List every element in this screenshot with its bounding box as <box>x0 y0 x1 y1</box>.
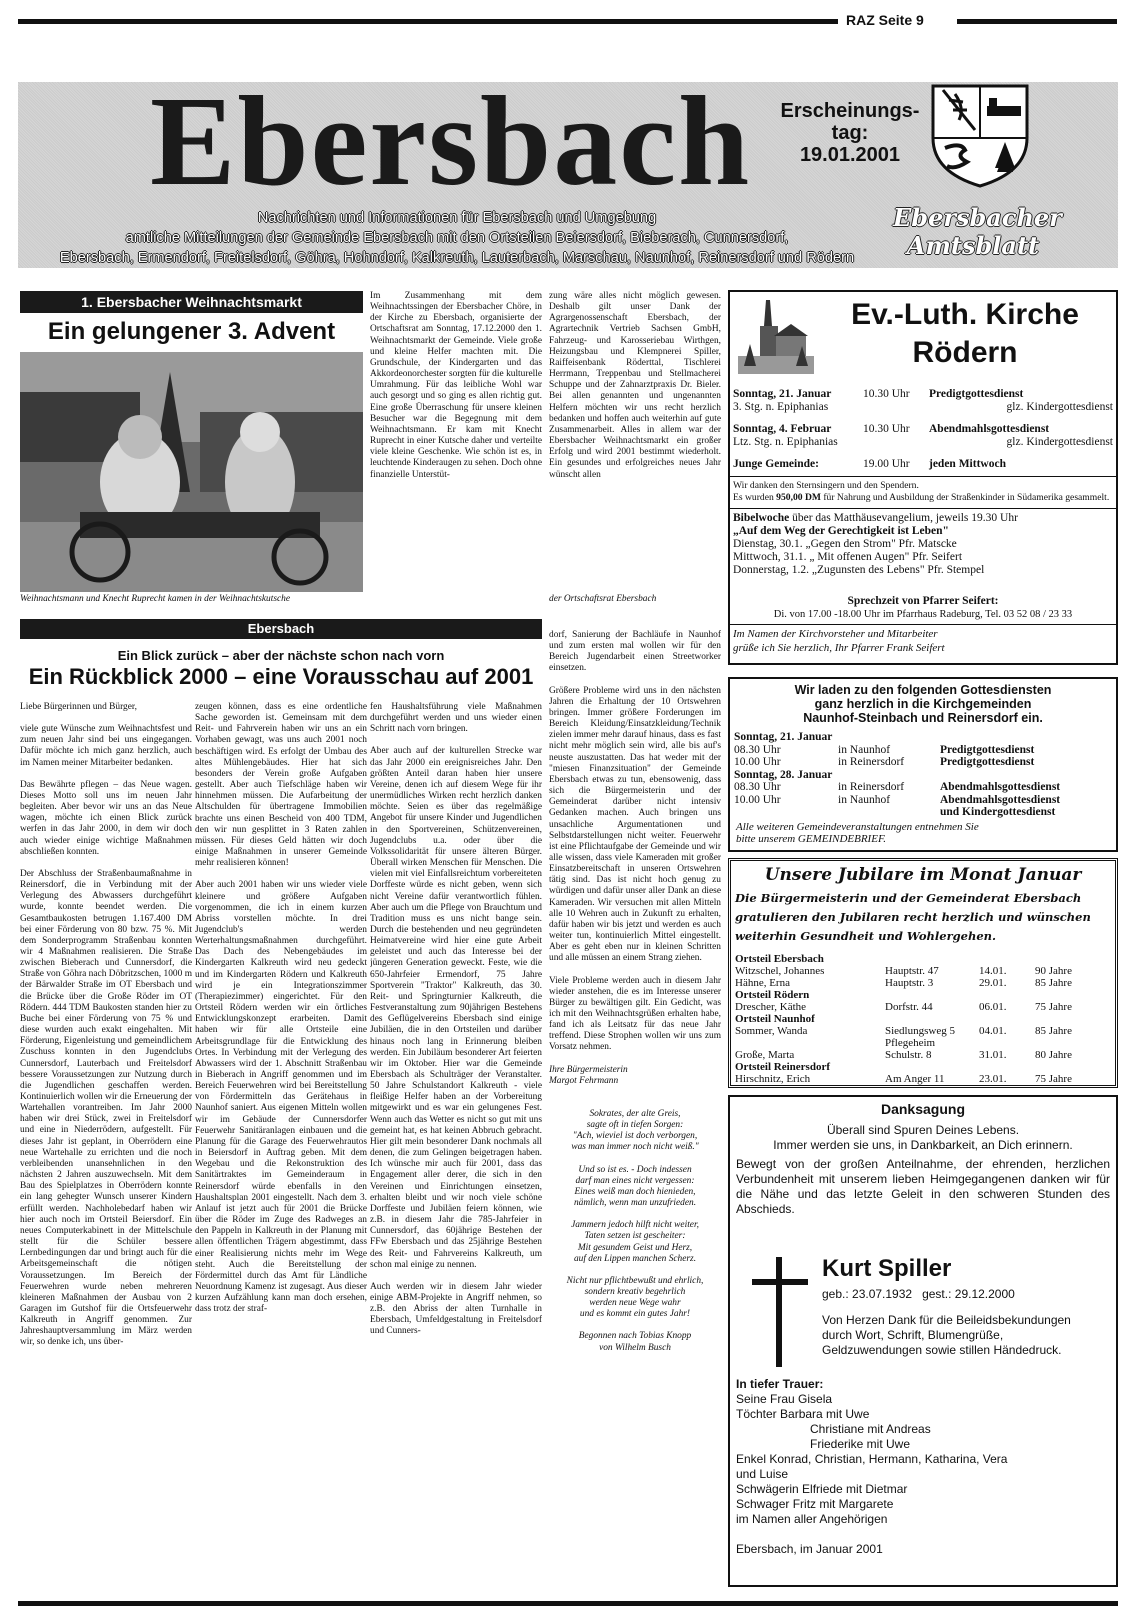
para-3: Der Abschluss der Straßenbaumaßnahme in Reinersdorf, die in Verbindung mit der Verlegung des Abwassers durchgeführt wurde, konnte beendet werden. Die Gesamtbaukosten betrugen 1.167.400 DM bei einer Förderung von 80 bzw. 75 %. Mit dem Sonderprogramm Straßenbau konnten wir 4 Maßnahmen realisieren. Die Straße zwischen Bieberach und Cunnersdorf, die Straße von Göhra nach Döbritzschen, 1000 m der Bärwalder Straße im OT Ebersbach und die Brücke über die Große Röder im OT Rödern. 444 TDM Baukosten standen hier zu Buche bei einer Förderung von 75 % und diese wurden auch exakt eingehalten. Mit Förderung, Eigenleistung und gemeindlichem Zuschuss konnten in den Jugendclubs Cunnersdorf, Lauterbach und Freitelsdorf bessere Voraussetzungen zur Nutzung durch die Jugendlichen geschaffen werden. Kontinuierlich wollen wir die Erneuerung der Wartehallen vorantreiben. Im Jahr 2000 haben wir drei Stück, zwei in Freitelsdorf und eine in Niederrödern, aufgestellt. Für dieses Jahr ist geplant, in Oberrödern eine neue Wartehalle zu errichten und die noch verbleibenden unansehnlichen in den nächsten 2 Jahren auszuwechseln. Mit dem Bau des Spielplatzes in Oberrödern konnte ein lang gehegter Wunsch unserer Kindern erfüllt werden. Nachholebedarf haben wir hier auch noch im Ortsteil Beiersdorf. Ein neues Computerkabinett in der Mittelschule stellt für die Schüler bessere Lernbedingungen dar und bringt auch für die Arbeitsgemeinschaft die nötigen Voraussetzungen. Im Bereich der Feuerwehren wurde neben mehreren kleineren Maßnahmen der Ausbau von 2 Garagen im Gutshof für die Ortsfeuerwehr Kalkreuth in Angriff genommen. Zur Jahreshauptversammlung im März werden wir, so denke ich, uns über- <box>20 868 192 1348</box>
thanks-line-2: Es wurden 950,00 DM für Nahrung und Ausbildung der Straßenkinder in Südamerika gesammelt. <box>733 492 1110 503</box>
poem-line: Eines weiß man doch hienieden, <box>574 1186 696 1197</box>
services-place: in Naunhof <box>838 793 891 806</box>
article1-col3 <box>549 291 721 611</box>
services-time: 08.30 Uhr <box>734 743 781 756</box>
services-title-1: Wir laden zu den folgenden Gottesdiensten <box>794 683 1052 697</box>
jubilar-name: Witzschel, Johannes <box>735 965 825 977</box>
poem-line: und es kommt ein gutes Jahr! <box>579 1309 691 1320</box>
jubilar-age: 75 Jahre <box>1035 1001 1072 1013</box>
subtitle-line-2: amtliche Mitteilungen der Gemeinde Ebersbach mit den Ortsteilen Beiersdorf, Bieberach, Cunnersdorf, <box>125 230 789 246</box>
jubilar-age: 85 Jahre <box>1035 1025 1072 1037</box>
greet-line-2: grüße ich Sie herzlich, Ihr Pfarrer Frank Seifert <box>733 642 945 654</box>
article1-banner: 1. Ebersbacher Weihnachtsmarkt <box>20 291 363 313</box>
issue-date: 19.01.2001 <box>799 144 901 166</box>
article1-col2 <box>370 291 542 611</box>
jubilar-name: Große, Marta <box>735 1049 795 1061</box>
para-10: Größere Probleme wird uns in den nächsten Jahren die Erhaltung der 10 Ortswehren bringen. Immer größere Forderungen im Bereich Kleidung/Einsatzkleidung/Technik zielen immer mehr darauf hinaus, dass es fast nicht mehr möglich sein wird, alle bis auf's neuste auszustatten. Das hat weder mit der "miesen Finanzsituation" der Gemeinde Ebersbach etwas zu tun, ebensowenig, dass sich die Bürgermeisterin und der Gemeinderat darüber nicht intensiv Gedanken machen. Auch bringen uns unsachliche Argumentationen und Selbstdarstellungen nicht weiter. Feuerwehr ist eine Pflichtaufgabe der Gemeinde und wir alle wissen, dass viele Kameraden mit großer Einsatzbereitschaft in unseren Ortswehren tätig sind. Das ist nicht hoch genug zu würdigen und dafür unser aller Dank an diese Kameraden. Wir versuchen mit allen Mitteln alle 10 Wehren auch in Zukunft zu erhalten, dafür haben wir bis jetzt und werden es auch weiter tun, kontinuierlich Mittel eingestellt. Aber es geht eben nur in kleinen Schritten und alle müssen an einem Strang ziehen. <box>549 685 721 964</box>
bible-line: Donnerstag, 1.2. „Zugunsten des Lebens" Pfr. Stempel <box>733 564 985 576</box>
thanks-line-1: Wir danken den Sternsingern und den Spendern. <box>733 480 919 491</box>
church-gap <box>733 415 1113 423</box>
jubilar-address: Am Anger 11 <box>885 1073 945 1085</box>
bible-line: Mittwoch, 31.1. „ Mit offenen Augen" Pfr. Seifert <box>733 551 963 563</box>
service-sub: 3. Stg. n. Epiphanias <box>733 401 829 413</box>
subtitle-line-1: Nachrichten und Informationen für Ebersbach und Umgebung <box>257 210 657 226</box>
para-5: Aber auch 2001 haben wir uns wieder viele kleinere und größere Aufgaben vorgenommen, die ich in einem kurzen Abriss vorstellen möchte. In drei Jugendclub's werden Werterhaltungsmaßnahmen durchgeführt. Das Dach des Nebengebäudes im Kindergarten Kalkreuth wird neu gedeckt und im Kindergarten Rödern und Kalkreuth wird je ein Integrationszimmer (Therapiezimmer) eingerichtet. Für den Ortsteil Rödern werden wir ein örtliches Entwicklungskonzept erarbeiten. Damit haben wir für alle Ortsteile eine Arbeitsgrundlage für die Entwicklung des Ortes. In Verbindung mit der Verlegung des Abwassers wird der 1. Abschnitt Straßenbau in Bieberach in Angriff genommen und im Bereich Feuerwehren wird bei Bereitstellung von Fördermitteln das Gerätehaus in Naunhof saniert. Aus eigenen Mitteln wollen wir im Gebäude der Cunnersdorfer Feuerwehr Sanitäranlagen einbauen und die Planung für die Garage des Feuerwehrautos in Beiersdorf in Auftrag geben. Mit dem Wegebau und die Rekonstruktion des Sanitärtraktes im Gemeinderaum in Reinersdorf würde ebenfalls in den Haushaltsplan 2001 eingestellt. Nach dem 3. Anlauf ist jetzt auch für 2001 die Brücke über die Röder im Zuge des Radweges an den Pappeln in Kalkreuth in der Planung mit allen öffentlichen Trägern abgestimmt, dass einer Realisierung nichts mehr im Wege steht. Auch die Bereitstellung der Fördermittel durch das Amt für Ländliche Neuordnung Kamenz ist zugesagt. Aus dieser kurzen Aufzählung kann man doch ersehen, dass trotz der straf- <box>195 880 367 1315</box>
obituary-box <box>728 1095 1118 1587</box>
top-rule-left <box>18 19 838 24</box>
para-8: Auch werden wir in diesem Jahr wieder einige ABM-Projekte in Angriff nehmen, so z.B. den Abriss der alten Turnhalle in Ebersbach, Umfeldgestaltung in Freitelsdorf und Cunners- <box>370 1281 542 1337</box>
deceased-name: Kurt Spiller <box>822 1255 952 1282</box>
poem-line <box>549 1320 721 1331</box>
service-subevent: glz. Kindergottesdienst <box>1006 436 1113 448</box>
services-title <box>736 683 1110 725</box>
service-subevent: glz. Kindergottesdienst <box>1006 401 1113 413</box>
church-divider-2 <box>730 508 1116 509</box>
article2-col2 <box>195 702 367 1592</box>
poem-line: Jammern jedoch hilft nicht weiter, <box>571 1220 699 1231</box>
page-label: RAZ Seite 9 <box>846 12 924 28</box>
jubilare-row <box>735 1025 1111 1037</box>
poem-line <box>549 1265 721 1276</box>
article1-col2-text: Im Zusammenhang mit dem Weihnachtssingen der Ebersbacher Chöre, in der Kirche zu Ebersbach, organisierte der Ortschaftsrat am Sonntag, 17.12.2000 den 1. Weihnachtsmarkt der Gemeinde. Viele große und kleine Helfer machten mit. Die Grundschule, der Kindergarten und das Akkordeonorchester sorgten für die kulturelle Umrahmung. Für das leibliche Wohl war auch gesorgt und so ging es allen richtig gut. Eine große Überraschung für unsere kleinen Besucher war die Begegnung mit dem Weihnachtsmann. Er kam mit Knecht Ruprecht in einer Kutsche daher und verteilte viele kleine Geschenke. Wie schön ist es, in leuchtende Kinderaugen zu sehen. Doch ohne finanzielle Unterstüt- <box>370 291 542 480</box>
services-place: in Reinersdorf <box>838 756 905 768</box>
article2-kicker: Ein Blick zurück – aber der nächste schon nach vorn <box>117 648 445 663</box>
mourner-line: Christiane mit Andreas <box>810 1422 931 1436</box>
services-day: Sonntag, 28. Januar <box>734 768 833 781</box>
services-event: Abendmahlsgottesdienst <box>940 781 1061 793</box>
poem-line: Nicht nur pflichtbewußt und ehrlich, <box>566 1275 704 1286</box>
service-date: Sonntag, 21. Januar <box>733 388 832 400</box>
poem-line: "Ach, wieviel ist doch verborgen, <box>572 1131 698 1142</box>
jubilar-date: 31.01. <box>979 1049 1007 1061</box>
poem-line: Begonnen nach Tobias Knopp <box>578 1331 692 1342</box>
jubilar-age: 85 Jahre <box>1035 977 1072 989</box>
logo-line-1: Ebersbacher <box>893 203 1062 232</box>
greet-line-1: Im Namen der Kirchvorsteher und Mitarbeiter <box>733 628 938 640</box>
jubilare-place: Ortsteil Ebersbach <box>735 953 824 965</box>
article2-col4 <box>549 630 721 1590</box>
jubilare-list <box>735 953 1111 1085</box>
obituary-text: Bewegt von der großen Anteilnahme, der ehrenden, herzlichen Verbundenheit mit unserem lieben Heimgegangenen danken wir für die Nähe und das letzte Geleit in den schweren Stunden des Abschieds. <box>736 1157 1110 1216</box>
jubilare-place: Ortsteil Reinersdorf <box>735 1061 830 1073</box>
mourner-line: Ebersbach, im Januar 2001 <box>736 1542 883 1556</box>
service-time: 10.30 Uhr <box>863 423 910 435</box>
amtsblatt-logo <box>893 203 1062 260</box>
mourner-line: im Namen aller Angehörigen <box>736 1512 888 1526</box>
issue-date-box <box>780 100 920 166</box>
poem-line: werden neue Wege wahr <box>589 1298 681 1309</box>
para-2: Das Bewährte pflegen – das Neue wagen. Dieses Motto soll uns im neuen Jahr begleiten. Aber bevor wir uns an das Neue wagen, möchte ich einen Blick zurück werfen in das Jahr 2000, in dem wir doch auch wieder einige wichtige Maßnahmen abschließen konnten. <box>20 779 192 857</box>
jubilare-place: Ortsteil Rödern <box>735 989 810 1001</box>
para-6: fen Haushaltsführung viele Maßnahmen durchgeführt werden und uns wieder einen Schritt nach vorn bringen. <box>370 702 542 735</box>
jubilar-name: Drescher, Käthe <box>735 1001 807 1013</box>
mourn-title: In tiefer Trauer: <box>736 1377 824 1391</box>
services-row <box>734 781 1114 794</box>
jubilare-intro: Die Bürgermeisterin und der Gemeinderat Ebersbach gratulieren den Jubilaren recht herzlich und wünschen weiterhin Gesundheit und Wohlergehen. <box>735 891 1091 943</box>
services-time: 08.30 Uhr <box>734 781 781 793</box>
services-event: und Kindergottesdienst <box>940 806 1056 818</box>
jubilar-address: Pflegeheim <box>885 1037 936 1049</box>
bible-week <box>733 512 1113 577</box>
jubilar-date: 06.01. <box>979 1001 1007 1013</box>
services-time: 10.00 Uhr <box>734 793 781 806</box>
poem-line: sagte oft in tiefen Sorgen: <box>586 1120 684 1131</box>
poem-line: Mit gesundem Geist und Herz, <box>577 1242 693 1253</box>
poem-line: von Wilhelm Busch <box>599 1342 671 1353</box>
poem-line: darf man eines nicht vergessen: <box>575 1175 695 1186</box>
logo-line-2: Amtsblatt <box>906 231 1040 260</box>
sign-title: Ihre Bürgermeisterin <box>549 1064 628 1075</box>
article1-headline: Ein gelungener 3. Advent <box>47 318 336 345</box>
article2-headline: Ein Rückblick 2000 – eine Vorausschau auf 2001 <box>28 664 534 689</box>
jubilare-row <box>735 1001 1111 1013</box>
poem-line <box>549 1154 721 1165</box>
office-title: Sprechzeit von Pfarrer Seifert: <box>847 595 999 607</box>
mourner-line: und Luise <box>736 1467 789 1481</box>
jubilare-row <box>735 965 1111 977</box>
issue-date-label2: tag: <box>831 122 869 144</box>
para-9: dorf, Sanierung der Bachläufe in Naunhof und zum ersten mal wollen wir für den Bereich Jugendarbeit einen Streetworker einsetzen. <box>549 630 721 674</box>
poem-line: nämlich, wenn man unzufrieden. <box>573 1198 697 1209</box>
service-date: Sonntag, 4. Februar <box>733 423 832 435</box>
church-thanks <box>733 480 1113 504</box>
church-service-row <box>733 423 1113 450</box>
issue-date-label: Erscheinungs- <box>780 100 920 122</box>
para-11: Viele Probleme werden auch in diesem Jahr wieder anstehen, die es im Interesse unserer Bürger zu bewältigen gilt. Ein Gedicht, was ich mit den Weihnachtsgrüßen erhalten habe, fand ich als Leitsatz für das neue Jahr treffend. Diese Strophen wollen wir uns zum Vorsatz nehmen. <box>549 975 721 1053</box>
obituary-title: Danksagung <box>880 1101 965 1117</box>
poem <box>549 1109 721 1354</box>
bible-line: Dienstag, 30.1. „Gegen den Strom" Pfr. Matscke <box>733 538 957 550</box>
jubilare-row <box>735 1073 1111 1085</box>
para-4: zeugen können, dass es eine ordentliche Sache geworden ist. Gemeinsam mit dem Reit- und Fahrverein haben wir uns an ein Vorhaben gewagt, was uns auch 2001 noch beschäftigen wird. Es erfolgt der Umbau des altes Mühlengebäudes. Hier hat sich besonders der Verein große Aufgaben gestellt. Aber auch Tiefschläge haben wir hinnehmen müssen. Die Aufarbeitung der Altschulden für übertragene Immobilien brachte uns einen Bescheid von 400 TDM, den wir nun gesplittet in 3 Raten zahlen müssen. Für dieses Geld hätten wir doch einige Maßnahmen in unserer Gemeinde mehr realisieren können! <box>195 702 367 869</box>
service-sub: Ltz. Stg. n. Epiphanias <box>733 436 838 448</box>
services-row <box>734 756 1114 769</box>
article1-col3-text: zung wäre alles nicht möglich gewesen. Deshalb gilt unser Dank der Agrargenossenschaft Ebersbach, der Agrartechnik Vertrieb Sachsen GmbH, Fahrzeug- und Karosseriebau Wirthgen, Heizungsbau und Klempnerei Spiller, Raiffeisenbank Röderttal, Tischlerei Herrmann, Treppenbau und Stellmacherei Schuppe und der Zahnarztpraxis Dr. Bieler. Bei allen genannten und ungenannten Helfern möchten wir uns recht herzlich bedanken und hoffen auch weiterhin auf gute Zusammenarbeit. Alles in allem war der Ebersbacher Weihnachtsmarkt ein großer Erfolg und wird 2001 bestimmt wiederholt. Ein gesundes und erfolgreiches neues Jahr wünscht allen <box>549 291 721 480</box>
jubilar-name: Hähne, Erna <box>735 977 790 989</box>
jubilar-address: Hauptstr. 47 <box>885 965 939 977</box>
mourner-line: Seine Frau Gisela <box>736 1392 833 1406</box>
mourner-line <box>736 1527 1110 1542</box>
article2-col3 <box>370 702 542 1592</box>
article1-signature: der Ortschaftsrat Ebersbach <box>549 594 657 604</box>
services-place: in Reinersdorf <box>838 781 905 793</box>
deceased-dates: geb.: 23.07.1932 gest.: 29.12.2000 <box>822 1287 1015 1301</box>
services-day: Sonntag, 21. Januar <box>734 731 833 743</box>
para-7: Aber auch auf der kulturellen Strecke war das Jahr 2000 ein ereignisreiches Jahr. Den größten Anteil daran haben hier unsere Vereine, denen ich auf diesem Wege für ihr unermüdliches Wirken recht herzlich danken möchte. Seien es über das regelmäßige Angebot für unsere Kinder und Jugendlichen in den Sportvereinen, Schützenvereinen, Jugendclubs u.a. oder über die Volkssolidarität für unsere älteren Bürger. Überall wirken Menschen für Menschen. Die vielen mit viel Einfallsreichtum vorbereiteten Dorffeste würde es nicht geben, wenn sich nicht Vereine dafür verantwortlich fühlen. Aber auch um die Pflege von Brauchtum und Tradition muss es uns nicht bange sein. Durch die bestehenden und neu gegründeten Heimatvereine wird hier eine gute Arbeit geleistet und auch das Interesse bei der jüngeren Generation geweckt. Feste, wie die 650-Jahrfeier Ermendorf, 75 Jahre Sportverein "Traktor" Kalkreuth, das 30. Reit- und Springturnier Kalkreuth, die Festveranstaltung zum 90jährigen Bestehens des Geflügelvereins Ebersbach sind einige Jubiläen, die in den Ortsteilen und darüber hinaus noch lang in Erinnerung bleiben werden. Ein Jubiläum besonderer Art feierten wir im Oktober. Hier war die Gemeinde Ebersbach als Schulträger der Veranstalter. 50 Jahre Schulstandort Kalkreuth - viele fleißige Helfer haben an der Vorbereitung mitgewirkt und es war ein gelungenes Fest. Wenn auch das Wetter es nicht so gut mit uns gemeint hat, es hat keinen Abbruch gebracht. Hier gilt mein besonderer Dank nochmals all denen, die zum Gelingen beigetragen haben. Ich wünsche mir auch für 2001, dass das Engagement aller derer, die sich in den Vereinen und Einrichtungen einsetzen, erhalten bleibt und wir noch viele schöne Dorffeste und Jubiläen feiern können, wie z.B. in diesem Jahr die 785-Jahrfeier in Cunnersdorf, das 60jährige Bestehen der FFw Ebersbach und das 25jährige Bestehen des Reit- und Fahrvereins Kalkreuth, um schon mal einige zu nennen. <box>370 746 542 1270</box>
jubilare-box <box>728 858 1118 1088</box>
services-box <box>728 677 1118 852</box>
jubilar-date: 14.01. <box>979 965 1007 977</box>
obituary-thanks: Von Herzen Dank für die Beileidsbekundungen durch Wort, Schrift, Blumengrüße, Geldzuwendungen sowie stillen Händedruck. <box>822 1313 1071 1357</box>
bible-bold: Bibelwoche <box>733 512 790 524</box>
bottom-rule <box>18 1601 1118 1606</box>
jubilar-date: 29.01. <box>979 977 1007 989</box>
church-divider-3 <box>730 624 1116 625</box>
coat-of-arms-icon <box>925 80 1035 190</box>
photo-caption: Weihnachtsmann und Knecht Ruprecht kamen in der Weihnachtskutsche <box>20 594 290 604</box>
church-schedule <box>733 388 1113 450</box>
services-note-1: Alle weiteren Gemeindeveranstaltungen entnehmen Sie <box>736 821 979 833</box>
sign-name: Margot Fehrmann <box>549 1075 619 1086</box>
poem-line: was man immer noch nicht weiß." <box>571 1142 699 1153</box>
poem-line: Taten setzen ist gescheiter: <box>584 1231 686 1242</box>
article2-banner: Ebersbach <box>20 619 542 639</box>
bible-rest: über das Matthäusevangelium, jeweils 19.30 Uhr <box>789 512 1018 524</box>
church-title <box>820 296 1110 372</box>
jubilar-date: 04.01. <box>979 1025 1007 1037</box>
jubilar-age: 80 Jahre <box>1035 1049 1072 1061</box>
service-event: Abendmahlsgottesdienst <box>929 423 1050 435</box>
services-row <box>734 794 1114 807</box>
youth-row <box>733 458 1113 470</box>
service-event: Predigtgottesdienst <box>929 388 1024 400</box>
para-1: viele gute Wünsche zum Weihnachtsfest und zum neuen Jahr sind bei uns eingegangen. Dafür möchte ich mich ganz herzlich, auch im Namen meiner Mitarbeiter bedanken. <box>20 724 192 768</box>
mourners-list <box>736 1392 1110 1557</box>
cross-icon <box>752 1257 808 1367</box>
church-illustration-icon <box>736 296 816 376</box>
poem-line: Und so ist es. - Doch indessen <box>578 1164 692 1175</box>
services-time: 10.00 Uhr <box>734 756 781 768</box>
services-event: Predigtgottesdienst <box>940 743 1035 756</box>
jubilar-address: Schulstr. 8 <box>885 1049 932 1061</box>
services-title-2: ganz herzlich in die Kirchgemeinden <box>814 697 1032 711</box>
obituary-verse <box>730 1123 1116 1153</box>
services-title-3: Naunhof-Steinbach und Reinersdorf ein. <box>803 711 1043 725</box>
office-hours <box>733 594 1113 622</box>
masthead-title: Ebersbach <box>150 70 752 212</box>
mourner-line: Schwager Fritz mit Margarete <box>736 1497 894 1511</box>
youth-label: Junge Gemeinde: <box>733 458 819 470</box>
article2-col1 <box>20 702 192 1592</box>
greeting: Liebe Bürgerinnen und Bürger, <box>20 702 137 712</box>
services-schedule <box>734 731 1114 819</box>
jubilar-name: Sommer, Wanda <box>735 1025 808 1037</box>
services-row <box>734 806 1114 819</box>
verse-2: Immer werden sie uns, in Dankbarkeit, an Dich erinnern. <box>773 1138 1073 1152</box>
jubilar-age: 75 Jahre <box>1035 1073 1072 1085</box>
jubilare-row <box>735 1037 1111 1049</box>
services-place: in Naunhof <box>838 743 891 756</box>
service-time: 10.30 Uhr <box>863 388 910 400</box>
church-service-row <box>733 388 1113 415</box>
jubilar-date: 23.01. <box>979 1073 1007 1085</box>
services-row <box>734 744 1114 757</box>
office-text: Di. von 17.00 -18.00 Uhr im Pfarrhaus Radeburg, Tel. 03 52 08 / 23 33 <box>773 609 1073 620</box>
poem-line: Sokrates, der alte Greis, <box>589 1108 681 1119</box>
mourner-line: Schwägerin Elfriede mit Dietmar <box>736 1482 908 1496</box>
poem-line: auf den Lippen manchen Scherz. <box>573 1253 697 1264</box>
youth-time: 19.00 Uhr <box>863 458 910 470</box>
youth-day: jeden Mittwoch <box>929 458 1006 470</box>
pastor-greeting <box>733 627 1113 655</box>
mourner-line: Enkel Konrad, Christian, Hermann, Katharina, Vera <box>736 1452 1008 1466</box>
services-event: Predigtgottesdienst <box>940 756 1035 768</box>
church-title-2: Rödern <box>912 336 1018 369</box>
jubilar-name: Hirschnitz, Erich <box>735 1073 811 1085</box>
jubilare-place: Ortsteil Naunhof <box>735 1013 815 1025</box>
church-title-1: Ev.-Luth. Kirche <box>851 298 1079 331</box>
services-note-2: bitte unserem GEMEINDEBRIEF. <box>736 833 886 845</box>
jubilar-address: Dorfstr. 44 <box>885 1001 933 1013</box>
poem-line <box>549 1209 721 1220</box>
jubilare-title: Unsere Jubilare im Monat Januar <box>764 865 1082 885</box>
services-event: Abendmahlsgottesdienst <box>940 793 1061 806</box>
church-box <box>728 290 1118 665</box>
masthead-subtitle <box>22 208 892 268</box>
mourner-line: Friederike mit Uwe <box>810 1437 911 1451</box>
weihnachtskutsche-photo <box>20 352 363 592</box>
jubilare-row <box>735 1049 1111 1061</box>
jubilar-age: 90 Jahre <box>1035 965 1072 977</box>
mourner-line: Töchter Barbara mit Uwe <box>736 1407 870 1421</box>
top-rule-right <box>957 19 1117 24</box>
church-divider-1 <box>730 476 1116 477</box>
jubilar-address: Hauptstr. 3 <box>885 977 934 989</box>
subtitle-line-3: Ebersbach, Ermendorf, Freitelsdorf, Göhra, Hohndorf, Kalkreuth, Lauterbach, Marschau, Naunhof, Reinersdorf und Rödern <box>59 250 855 266</box>
poem-line: sondern kreativ begehrlich <box>584 1286 686 1297</box>
services-note <box>736 821 1116 845</box>
jubilar-address: Siedlungsweg 5 <box>885 1025 955 1037</box>
verse-1: Überall sind Spuren Deines Lebens. <box>826 1123 1020 1137</box>
bible-title: „Auf dem Weg der Gerechtigkeit ist Leben" <box>733 525 949 537</box>
jubilare-row <box>735 977 1111 989</box>
